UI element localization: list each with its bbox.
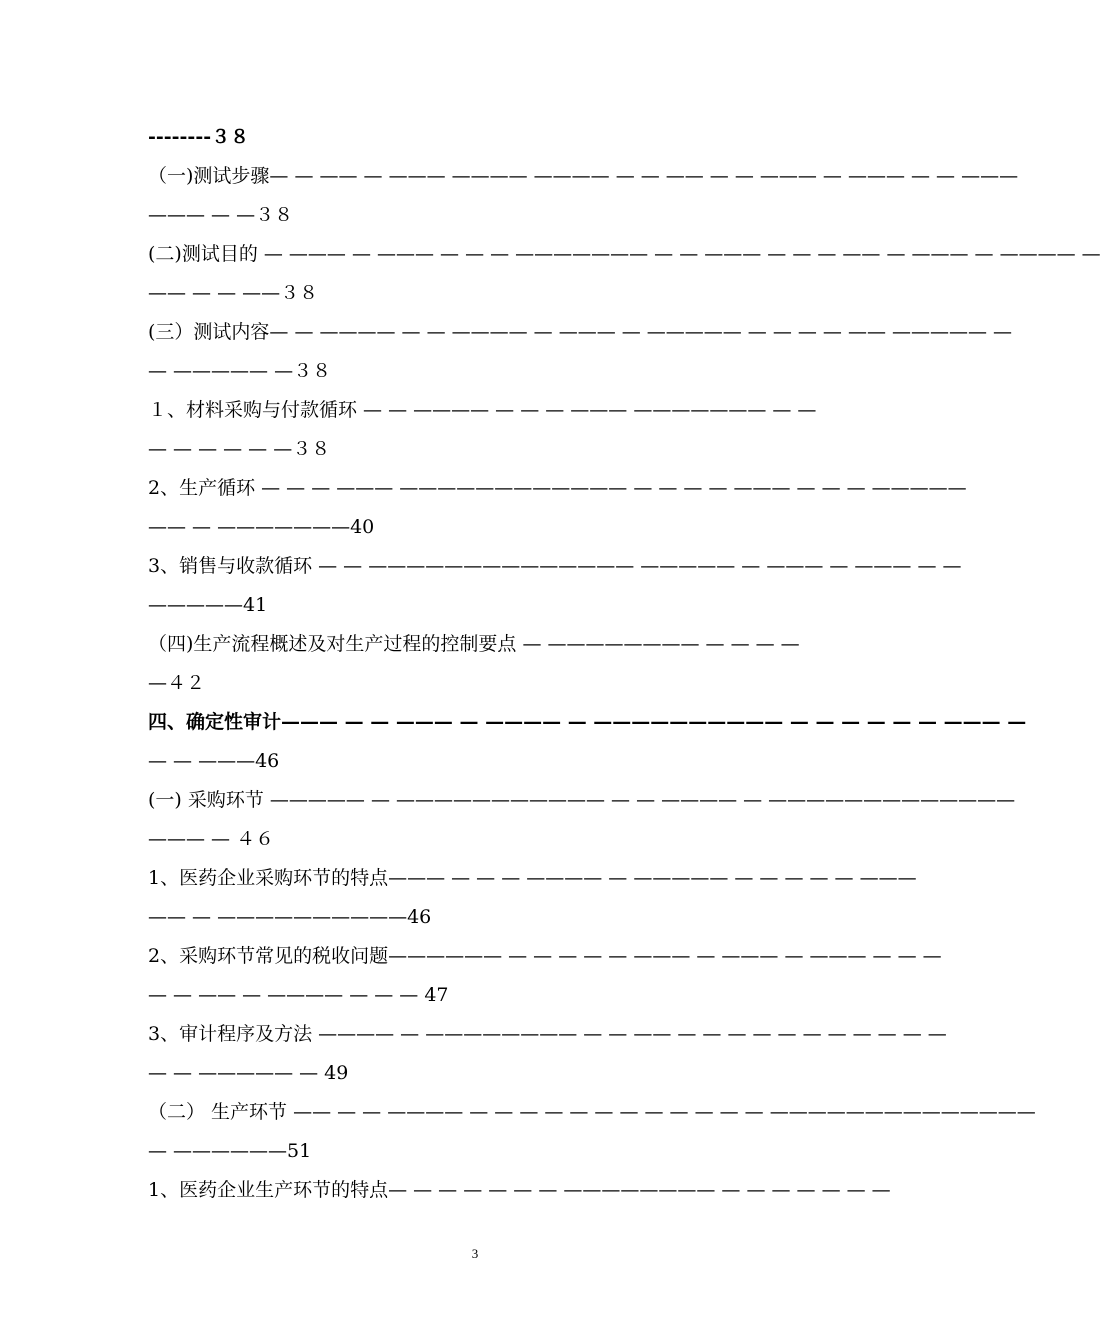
toc-line: (一) 采购环节 ————— — ——————————— — — ———— — ————————————— (148, 789, 1016, 811)
toc-line: — ————— —３８ (148, 360, 332, 382)
toc-line: 1、医药企业生产环节的特点— — — — — — — ———————— — — — — — — — (148, 1179, 891, 1201)
toc-line: 2、生产循环 — — — ——— ———————————— — — — — ——— — — — ————— (148, 477, 967, 499)
toc-line: —４２ (148, 672, 206, 694)
toc-line: 1、医药企业采购环节的特点——— — — — ———— — ————— — — — — — ——— (148, 867, 917, 889)
toc-line: ——— — —３８ (148, 204, 294, 226)
toc-line: — — ———46 (148, 750, 280, 772)
toc-line: （四)生产流程概述及对生产过程的控制要点 — ———————— — — — — (148, 633, 800, 655)
toc-line: 3、审计程序及方法 ———— — ———————— — — —— — — — — — — — — — — — (148, 1023, 947, 1045)
toc-line: 四、确定性审计——— — — ——— — ———— — —————————— — — — — — — ——— — (148, 711, 1027, 733)
toc-line: — — ————— — 49 (148, 1062, 349, 1084)
toc-line: (二)测试目的 — ——— — ——— — — — ——————— — — ——— — — — —— — ——— — ———— — (148, 243, 1101, 265)
toc-line: —— — ———————40 (148, 516, 375, 538)
toc-line: （二） 生产环节 —— — — ———— — — — — — — — — — — — — —————————————— (148, 1101, 1036, 1123)
page-number: 3 (471, 1246, 479, 1261)
toc-line: １、材料采购与付款循环 — — ———— — — — ——— ——————— — — (148, 399, 817, 421)
toc-line: (三）测试内容— — ———— — — ———— — ——— — ————— — — — — —— ————— — (148, 321, 1013, 343)
toc-line: 2、采购环节常见的税收问题—————— — — — — — ——— — ——— — ——— — — — (148, 945, 942, 967)
toc-line: — — —— — ———— — — — 47 (148, 984, 449, 1006)
toc-line: ——— — ４６ (148, 828, 275, 850)
toc-line: —— — — ——３８ (148, 282, 319, 304)
toc-line: — ——————51 (148, 1140, 312, 1162)
toc-line: — — — — — —３８ (148, 438, 331, 460)
toc-line: （一)测试步骤— — —— — ——— ———— ———— — — —— — — ——— — ——— — — ——— (148, 165, 1019, 187)
toc-line: —— — ——————————46 (148, 906, 432, 928)
toc-line: —————41 (148, 594, 268, 616)
toc-line: --------３８ (148, 126, 250, 148)
toc-line: 3、销售与收款循环 — — —————————————— ————— — ——— — ——— — — (148, 555, 962, 577)
